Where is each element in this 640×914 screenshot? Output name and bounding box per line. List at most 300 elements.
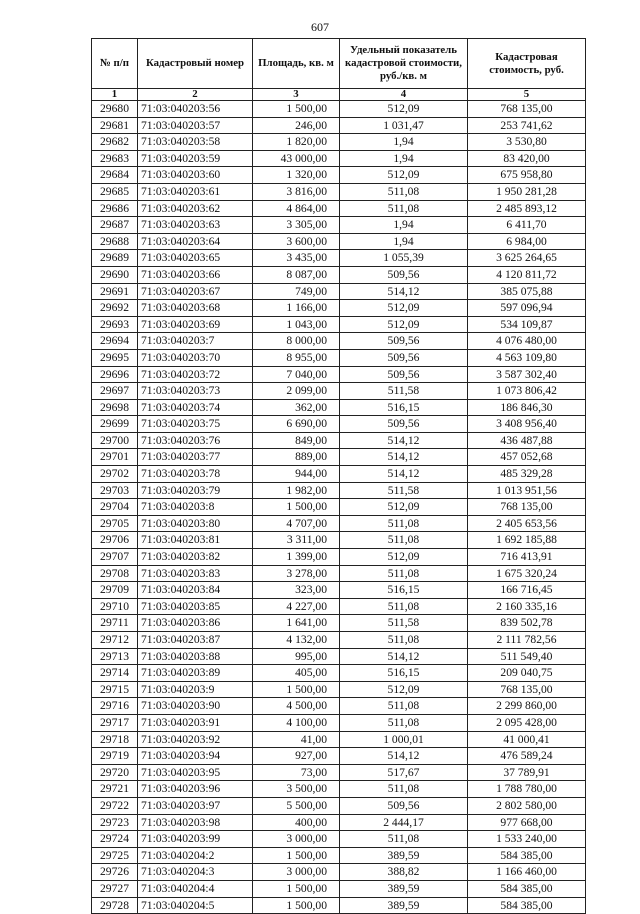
area-cell: 3 600,00	[253, 233, 340, 250]
area-cell: 3 435,00	[253, 250, 340, 267]
row-number-cell: 29700	[92, 432, 138, 449]
table-row	[92, 831, 586, 848]
cadastral-value-cell: 1 533 240,00	[468, 831, 586, 848]
row-number-cell: 29690	[92, 266, 138, 283]
specific-value-cell: 516,15	[340, 665, 468, 682]
area-cell: 1 166,00	[253, 300, 340, 317]
specific-value-cell: 1 000,01	[340, 731, 468, 748]
specific-value-cell: 514,12	[340, 648, 468, 665]
cadastral-value-cell: 3 530,80	[468, 134, 586, 151]
row-number-cell: 29713	[92, 648, 138, 665]
row-number-cell: 29680	[92, 101, 138, 118]
row-number-cell: 29718	[92, 731, 138, 748]
row-number-cell: 29711	[92, 615, 138, 632]
cadastral-number-cell: 71:03:040203:80	[138, 515, 253, 532]
table-row	[92, 565, 586, 582]
cadastral-number-cell: 71:03:040203:78	[138, 466, 253, 483]
header-specific-value: Удельный показатель кадастровой стоимости, руб./кв. м	[340, 39, 468, 89]
table-row	[92, 349, 586, 366]
cadastral-number-cell: 71:03:040203:69	[138, 316, 253, 333]
cadastral-number-cell: 71:03:040203:99	[138, 831, 253, 848]
cadastral-value-cell: 186 846,30	[468, 399, 586, 416]
table-row	[92, 416, 586, 433]
area-cell: 2 099,00	[253, 383, 340, 400]
table-row	[92, 781, 586, 798]
row-number-cell: 29681	[92, 117, 138, 134]
table-row	[92, 648, 586, 665]
row-number-cell: 29715	[92, 681, 138, 698]
cadastral-value-cell: 2 111 782,56	[468, 632, 586, 649]
cadastral-value-cell: 476 589,24	[468, 748, 586, 765]
area-cell: 5 500,00	[253, 797, 340, 814]
row-number-cell: 29722	[92, 797, 138, 814]
row-number-cell: 29723	[92, 814, 138, 831]
page-number: 607	[311, 20, 329, 34]
row-number-cell: 29691	[92, 283, 138, 300]
area-cell: 3 311,00	[253, 532, 340, 549]
specific-value-cell: 517,67	[340, 764, 468, 781]
table-row	[92, 300, 586, 317]
row-number-cell: 29683	[92, 150, 138, 167]
row-number-cell: 29706	[92, 532, 138, 549]
cadastral-value-cell: 675 958,80	[468, 167, 586, 184]
cadastral-number-cell: 71:03:040203:9	[138, 681, 253, 698]
cadastral-value-cell: 2 160 335,16	[468, 598, 586, 615]
table-row	[92, 515, 586, 532]
table-row	[92, 134, 586, 151]
area-cell: 8 087,00	[253, 266, 340, 283]
column-number: 4	[340, 89, 468, 101]
cadastral-number-cell: 71:03:040203:59	[138, 150, 253, 167]
table-body	[92, 101, 586, 914]
table-row	[92, 183, 586, 200]
cadastral-number-cell: 71:03:040203:66	[138, 266, 253, 283]
specific-value-cell: 512,09	[340, 167, 468, 184]
row-number-cell: 29705	[92, 515, 138, 532]
cadastral-value-cell: 3 625 264,65	[468, 250, 586, 267]
specific-value-cell: 1,94	[340, 150, 468, 167]
table-row	[92, 847, 586, 864]
specific-value-cell: 389,59	[340, 897, 468, 914]
row-number-cell: 29707	[92, 549, 138, 566]
cadastral-value-cell: 839 502,78	[468, 615, 586, 632]
cadastral-value-cell: 1 692 185,88	[468, 532, 586, 549]
table-row	[92, 200, 586, 217]
specific-value-cell: 511,58	[340, 482, 468, 499]
cadastral-number-cell: 71:03:040203:88	[138, 648, 253, 665]
row-number-cell: 29719	[92, 748, 138, 765]
table-row	[92, 316, 586, 333]
table-row	[92, 598, 586, 615]
specific-value-cell: 512,09	[340, 316, 468, 333]
row-number-cell: 29694	[92, 333, 138, 350]
table-row	[92, 283, 586, 300]
cadastral-value-cell: 2 802 580,00	[468, 797, 586, 814]
cadastral-value-cell: 4 120 811,72	[468, 266, 586, 283]
area-cell: 1 500,00	[253, 880, 340, 897]
table-row	[92, 333, 586, 350]
table-row	[92, 681, 586, 698]
specific-value-cell: 516,15	[340, 399, 468, 416]
column-number-row	[92, 89, 586, 101]
cadastral-number-cell: 71:03:040203:83	[138, 565, 253, 582]
table-row	[92, 233, 586, 250]
area-cell: 1 043,00	[253, 316, 340, 333]
row-number-cell: 29692	[92, 300, 138, 317]
specific-value-cell: 511,08	[340, 598, 468, 615]
specific-value-cell: 511,08	[340, 632, 468, 649]
area-cell: 4 864,00	[253, 200, 340, 217]
row-number-cell: 29720	[92, 764, 138, 781]
column-number: 2	[138, 89, 253, 101]
table-row	[92, 632, 586, 649]
specific-value-cell: 1,94	[340, 233, 468, 250]
area-cell: 1 500,00	[253, 681, 340, 698]
cadastral-value-cell: 436 487,88	[468, 432, 586, 449]
specific-value-cell: 1,94	[340, 217, 468, 234]
row-number-cell: 29709	[92, 582, 138, 599]
row-number-cell: 29726	[92, 864, 138, 881]
cadastral-value-cell: 597 096,94	[468, 300, 586, 317]
row-number-cell: 29702	[92, 466, 138, 483]
specific-value-cell: 511,08	[340, 200, 468, 217]
specific-value-cell: 514,12	[340, 748, 468, 765]
area-cell: 1 500,00	[253, 101, 340, 118]
cadastral-number-cell: 71:03:040203:70	[138, 349, 253, 366]
specific-value-cell: 388,82	[340, 864, 468, 881]
cadastral-value-cell: 2 405 653,56	[468, 515, 586, 532]
specific-value-cell: 512,09	[340, 101, 468, 118]
area-cell: 323,00	[253, 582, 340, 599]
cadastral-value-cell: 584 385,00	[468, 880, 586, 897]
table-row	[92, 217, 586, 234]
cadastral-number-cell: 71:03:040203:84	[138, 582, 253, 599]
area-cell: 1 500,00	[253, 897, 340, 914]
area-cell: 4 500,00	[253, 698, 340, 715]
row-number-cell: 29686	[92, 200, 138, 217]
cadastral-number-cell: 71:03:040204:2	[138, 847, 253, 864]
cadastral-number-cell: 71:03:040203:68	[138, 300, 253, 317]
area-cell: 1 500,00	[253, 847, 340, 864]
cadastral-number-cell: 71:03:040203:65	[138, 250, 253, 267]
cadastral-number-cell: 71:03:040203:90	[138, 698, 253, 715]
row-number-cell: 29727	[92, 880, 138, 897]
cadastral-number-cell: 71:03:040203:85	[138, 598, 253, 615]
specific-value-cell: 511,08	[340, 831, 468, 848]
cadastral-value-cell: 584 385,00	[468, 897, 586, 914]
cadastral-number-cell: 71:03:040203:79	[138, 482, 253, 499]
cadastral-value-cell: 3 587 302,40	[468, 366, 586, 383]
cadastral-number-cell: 71:03:040203:7	[138, 333, 253, 350]
cadastral-value-cell: 4 076 480,00	[468, 333, 586, 350]
table-row	[92, 117, 586, 134]
cadastral-value-cell: 1 788 780,00	[468, 781, 586, 798]
specific-value-cell: 509,56	[340, 366, 468, 383]
row-number-cell: 29721	[92, 781, 138, 798]
table-row	[92, 399, 586, 416]
area-cell: 3 305,00	[253, 217, 340, 234]
cadastral-number-cell: 71:03:040204:3	[138, 864, 253, 881]
area-cell: 4 100,00	[253, 714, 340, 731]
row-number-cell: 29695	[92, 349, 138, 366]
cadastral-value-cell: 37 789,91	[468, 764, 586, 781]
area-cell: 4 227,00	[253, 598, 340, 615]
area-cell: 4 707,00	[253, 515, 340, 532]
area-cell: 927,00	[253, 748, 340, 765]
cadastral-value-cell: 253 741,62	[468, 117, 586, 134]
area-cell: 400,00	[253, 814, 340, 831]
cadastral-number-cell: 71:03:040203:89	[138, 665, 253, 682]
cadastral-number-cell: 71:03:040203:74	[138, 399, 253, 416]
header-row	[92, 39, 586, 89]
table-row	[92, 665, 586, 682]
cadastral-number-cell: 71:03:040203:97	[138, 797, 253, 814]
cadastral-number-cell: 71:03:040203:72	[138, 366, 253, 383]
specific-value-cell: 1 031,47	[340, 117, 468, 134]
specific-value-cell: 511,08	[340, 565, 468, 582]
cadastral-number-cell: 71:03:040203:76	[138, 432, 253, 449]
cadastral-value-cell: 2 299 860,00	[468, 698, 586, 715]
cadastral-value-cell: 977 668,00	[468, 814, 586, 831]
cadastral-value-cell: 2 485 893,12	[468, 200, 586, 217]
area-cell: 73,00	[253, 764, 340, 781]
cadastral-value-cell: 6 411,70	[468, 217, 586, 234]
area-cell: 3 500,00	[253, 781, 340, 798]
cadastral-number-cell: 71:03:040203:95	[138, 764, 253, 781]
row-number-cell: 29712	[92, 632, 138, 649]
cadastral-value-cell: 511 549,40	[468, 648, 586, 665]
area-cell: 3 000,00	[253, 864, 340, 881]
cadastral-number-cell: 71:03:040203:62	[138, 200, 253, 217]
column-number: 1	[92, 89, 138, 101]
cadastral-number-cell: 71:03:040203:91	[138, 714, 253, 731]
specific-value-cell: 509,56	[340, 333, 468, 350]
row-number-cell: 29684	[92, 167, 138, 184]
table-row	[92, 532, 586, 549]
area-cell: 4 132,00	[253, 632, 340, 649]
row-number-cell: 29714	[92, 665, 138, 682]
specific-value-cell: 389,59	[340, 880, 468, 897]
table-row	[92, 266, 586, 283]
cadastral-number-cell: 71:03:040203:56	[138, 101, 253, 118]
row-number-cell: 29682	[92, 134, 138, 151]
cadastral-value-cell: 1 166 460,00	[468, 864, 586, 881]
row-number-cell: 29693	[92, 316, 138, 333]
specific-value-cell: 511,58	[340, 615, 468, 632]
cadastral-number-cell: 71:03:040203:63	[138, 217, 253, 234]
cadastral-value-cell: 385 075,88	[468, 283, 586, 300]
specific-value-cell: 516,15	[340, 582, 468, 599]
cadastral-value-table	[91, 38, 586, 914]
cadastral-number-cell: 71:03:040204:4	[138, 880, 253, 897]
table-row	[92, 466, 586, 483]
cadastral-number-cell: 71:03:040203:73	[138, 383, 253, 400]
row-number-cell: 29710	[92, 598, 138, 615]
area-cell: 1 320,00	[253, 167, 340, 184]
table-row	[92, 714, 586, 731]
table-row	[92, 748, 586, 765]
cadastral-number-cell: 71:03:040203:60	[138, 167, 253, 184]
header-cadastral-number: Кадастровый номер	[138, 39, 253, 89]
cadastral-number-cell: 71:03:040203:81	[138, 532, 253, 549]
area-cell: 246,00	[253, 117, 340, 134]
specific-value-cell: 511,08	[340, 515, 468, 532]
table-row	[92, 101, 586, 118]
cadastral-value-cell: 584 385,00	[468, 847, 586, 864]
cadastral-value-cell: 716 413,91	[468, 549, 586, 566]
row-number-cell: 29699	[92, 416, 138, 433]
cadastral-value-cell: 457 052,68	[468, 449, 586, 466]
cadastral-value-cell: 3 408 956,40	[468, 416, 586, 433]
table-row	[92, 797, 586, 814]
table-row	[92, 582, 586, 599]
specific-value-cell: 514,12	[340, 283, 468, 300]
table-row	[92, 549, 586, 566]
area-cell: 405,00	[253, 665, 340, 682]
cadastral-value-cell: 768 135,00	[468, 499, 586, 516]
area-cell: 1 399,00	[253, 549, 340, 566]
row-number-cell: 29703	[92, 482, 138, 499]
cadastral-value-cell: 768 135,00	[468, 681, 586, 698]
cadastral-number-cell: 71:03:040203:94	[138, 748, 253, 765]
row-number-cell: 29701	[92, 449, 138, 466]
specific-value-cell: 511,08	[340, 781, 468, 798]
column-number: 3	[253, 89, 340, 101]
table-row	[92, 499, 586, 516]
specific-value-cell: 1,94	[340, 134, 468, 151]
cadastral-value-cell: 2 095 428,00	[468, 714, 586, 731]
area-cell: 8 000,00	[253, 333, 340, 350]
header-cadastral-value: Кадастровая стоимость, руб.	[468, 39, 586, 89]
row-number-cell: 29698	[92, 399, 138, 416]
area-cell: 3 278,00	[253, 565, 340, 582]
table-row	[92, 698, 586, 715]
table-row	[92, 615, 586, 632]
table-row	[92, 880, 586, 897]
cadastral-number-cell: 71:03:040204:5	[138, 897, 253, 914]
cadastral-number-cell: 71:03:040203:64	[138, 233, 253, 250]
area-cell: 41,00	[253, 731, 340, 748]
cadastral-number-cell: 71:03:040203:77	[138, 449, 253, 466]
row-number-cell: 29689	[92, 250, 138, 267]
row-number-cell: 29717	[92, 714, 138, 731]
area-cell: 6 690,00	[253, 416, 340, 433]
specific-value-cell: 511,08	[340, 698, 468, 715]
header-area: Площадь, кв. м	[253, 39, 340, 89]
specific-value-cell: 509,56	[340, 266, 468, 283]
cadastral-value-cell: 166 716,45	[468, 582, 586, 599]
cadastral-number-cell: 71:03:040203:98	[138, 814, 253, 831]
row-number-cell: 29728	[92, 897, 138, 914]
table-row	[92, 814, 586, 831]
table-row	[92, 764, 586, 781]
specific-value-cell: 514,12	[340, 449, 468, 466]
area-cell: 1 641,00	[253, 615, 340, 632]
area-cell: 1 820,00	[253, 134, 340, 151]
area-cell: 849,00	[253, 432, 340, 449]
specific-value-cell: 509,56	[340, 797, 468, 814]
cadastral-value-cell: 209 040,75	[468, 665, 586, 682]
area-cell: 944,00	[253, 466, 340, 483]
area-cell: 1 500,00	[253, 499, 340, 516]
area-cell: 362,00	[253, 399, 340, 416]
area-cell: 995,00	[253, 648, 340, 665]
table-row	[92, 432, 586, 449]
cadastral-value-cell: 6 984,00	[468, 233, 586, 250]
cadastral-value-cell: 83 420,00	[468, 150, 586, 167]
specific-value-cell: 389,59	[340, 847, 468, 864]
table-row	[92, 482, 586, 499]
column-number: 5	[468, 89, 586, 101]
row-number-cell: 29687	[92, 217, 138, 234]
area-cell: 889,00	[253, 449, 340, 466]
area-cell: 3 000,00	[253, 831, 340, 848]
area-cell: 7 040,00	[253, 366, 340, 383]
table-row	[92, 150, 586, 167]
row-number-cell: 29696	[92, 366, 138, 383]
row-number-cell: 29716	[92, 698, 138, 715]
row-number-cell: 29688	[92, 233, 138, 250]
table-row	[92, 250, 586, 267]
table-header	[92, 39, 586, 101]
area-cell: 8 955,00	[253, 349, 340, 366]
cadastral-number-cell: 71:03:040203:92	[138, 731, 253, 748]
row-number-cell: 29724	[92, 831, 138, 848]
cadastral-value-cell: 41 000,41	[468, 731, 586, 748]
cadastral-number-cell: 71:03:040203:96	[138, 781, 253, 798]
row-number-cell: 29697	[92, 383, 138, 400]
specific-value-cell: 509,56	[340, 349, 468, 366]
cadastral-number-cell: 71:03:040203:61	[138, 183, 253, 200]
table-row	[92, 897, 586, 914]
cadastral-value-cell: 534 109,87	[468, 316, 586, 333]
specific-value-cell: 509,56	[340, 416, 468, 433]
row-number-cell: 29708	[92, 565, 138, 582]
cadastral-value-cell: 1 013 951,56	[468, 482, 586, 499]
cadastral-number-cell: 71:03:040203:87	[138, 632, 253, 649]
cadastral-value-cell: 1 950 281,28	[468, 183, 586, 200]
row-number-cell: 29704	[92, 499, 138, 516]
cadastral-value-cell: 4 563 109,80	[468, 349, 586, 366]
table-row	[92, 383, 586, 400]
row-number-cell: 29685	[92, 183, 138, 200]
cadastral-number-cell: 71:03:040203:75	[138, 416, 253, 433]
table-row	[92, 167, 586, 184]
specific-value-cell: 512,09	[340, 681, 468, 698]
specific-value-cell: 512,09	[340, 300, 468, 317]
cadastral-number-cell: 71:03:040203:67	[138, 283, 253, 300]
specific-value-cell: 512,09	[340, 549, 468, 566]
cadastral-number-cell: 71:03:040203:58	[138, 134, 253, 151]
specific-value-cell: 514,12	[340, 432, 468, 449]
cadastral-number-cell: 71:03:040203:8	[138, 499, 253, 516]
specific-value-cell: 511,58	[340, 383, 468, 400]
cadastral-number-cell: 71:03:040203:82	[138, 549, 253, 566]
table-row	[92, 864, 586, 881]
specific-value-cell: 1 055,39	[340, 250, 468, 267]
area-cell: 749,00	[253, 283, 340, 300]
table-row	[92, 449, 586, 466]
row-number-cell: 29725	[92, 847, 138, 864]
cadastral-number-cell: 71:03:040203:86	[138, 615, 253, 632]
cadastral-value-cell: 768 135,00	[468, 101, 586, 118]
cadastral-number-cell: 71:03:040203:57	[138, 117, 253, 134]
area-cell: 43 000,00	[253, 150, 340, 167]
table-row	[92, 731, 586, 748]
cadastral-value-cell: 485 329,28	[468, 466, 586, 483]
header-row-number: № п/п	[92, 39, 138, 89]
table-row	[92, 366, 586, 383]
